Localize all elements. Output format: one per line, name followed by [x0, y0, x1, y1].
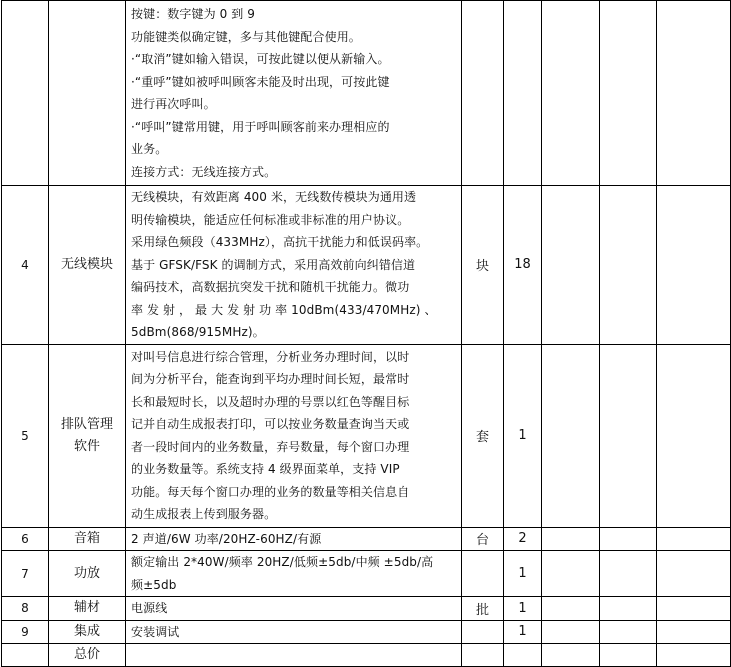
- description-line: 无线模块，有效距离 400 米，无线数传模块为通用透: [131, 190, 417, 204]
- description-cell: [126, 186, 462, 345]
- empty-cell: [542, 186, 600, 345]
- empty-cell: [657, 1, 731, 186]
- row-number-cell: 9: [2, 620, 49, 644]
- table-row: [2, 597, 731, 621]
- empty-cell: [542, 597, 600, 621]
- description-line: 连接方式：无线连接方式。: [131, 164, 277, 179]
- empty-cell: [542, 551, 600, 597]
- description-line: 间为分析平台，能查询到平均办理时间长短，最常时: [131, 372, 410, 386]
- row-number-cell: 4: [2, 186, 49, 345]
- description-line: ·“呼叫”键常用键，用于呼叫顾客前来办理相应的: [131, 119, 390, 134]
- item-name-cell: 辅材: [49, 597, 126, 621]
- description-line: ·“取消”键如输入错误，可按此键以便从新输入。: [131, 52, 390, 66]
- description-line: 频±5db: [131, 577, 177, 592]
- row-number-cell: 6: [2, 527, 49, 551]
- item-name-cell: 集成: [49, 620, 126, 644]
- item-name-cell: 音箱: [49, 527, 126, 551]
- row-number-cell: 5: [2, 344, 49, 527]
- empty-cell: [542, 620, 600, 644]
- unit-cell: [462, 644, 504, 667]
- unit-cell: 台: [462, 527, 504, 551]
- quantity-cell: 1: [504, 597, 542, 621]
- unit-cell: 批: [462, 597, 504, 621]
- item-name-cell: 排队管理软件: [49, 344, 126, 527]
- unit-cell: [462, 551, 504, 597]
- table-row: [2, 620, 731, 644]
- description-cell: [126, 1, 462, 186]
- quantity-cell: [504, 644, 542, 667]
- quantity-cell: 1: [504, 344, 542, 527]
- description-line: 功能键类似确定键，多与其他键配合使用。: [131, 29, 361, 44]
- equipment-table: [1, 0, 731, 667]
- quantity-cell: 2: [504, 527, 542, 551]
- table-row: [2, 1, 731, 186]
- empty-cell: [657, 551, 731, 597]
- empty-cell: [657, 644, 731, 667]
- table-row: [2, 551, 731, 597]
- description-line: 的业务数量等。系统支持 4 级界面菜单，支持 VIP: [131, 462, 400, 476]
- item-name-cell: 无线模块: [49, 186, 126, 345]
- table-row: [2, 344, 731, 527]
- quantity-cell: 1: [504, 551, 542, 597]
- empty-cell: [600, 597, 657, 621]
- description-line: 进行再次呼叫。: [131, 97, 216, 111]
- unit-cell: 套: [462, 344, 504, 527]
- description-line: ·“重呼”键如被呼叫顾客未能及时出现，可按此键: [131, 74, 390, 89]
- description-line: 动生成报表上传到服务器。: [131, 507, 277, 521]
- description-line: 对叫号信息进行综合管理，分析业务办理时间，以时: [131, 349, 410, 364]
- empty-cell: [657, 527, 731, 551]
- empty-cell: [657, 186, 731, 345]
- quantity-cell: [504, 1, 542, 186]
- empty-cell: [657, 344, 731, 527]
- row-number-cell: [2, 644, 49, 667]
- empty-cell: [600, 620, 657, 644]
- empty-cell: [657, 620, 731, 644]
- description-cell: [126, 551, 462, 597]
- quantity-cell: 1: [504, 620, 542, 644]
- description-line: 业务。: [131, 142, 168, 156]
- description-cell: [126, 597, 462, 621]
- table-row: [2, 527, 731, 551]
- unit-cell: [462, 1, 504, 186]
- quantity-cell: 18: [504, 186, 542, 345]
- empty-cell: [600, 527, 657, 551]
- row-number-cell: 7: [2, 551, 49, 597]
- description-line: 5dBm(868/915MHz)。: [131, 325, 265, 339]
- description-cell: [126, 644, 462, 667]
- description-line: 按键：数字键为 0 到 9: [131, 7, 256, 21]
- description-line: 明传输模块，能适应任何标准或非标准的用户协议。: [131, 212, 410, 227]
- description-line: 额定输出 2*40W/频率 20HZ/低频±5db/中频 ±5db/高: [131, 555, 434, 569]
- empty-cell: [542, 344, 600, 527]
- row-number-cell: 8: [2, 597, 49, 621]
- description-line: 记并自动生成报表打印，可以按业务数量查询当天或: [131, 417, 410, 431]
- empty-cell: [542, 1, 600, 186]
- empty-cell: [600, 1, 657, 186]
- empty-cell: [600, 344, 657, 527]
- table-row: [2, 644, 731, 667]
- description-line: 电源线: [131, 601, 168, 615]
- description-line: 率 发 射 ， 最 大 发 射 功 率 10dBm(433/470MHz) 、: [131, 302, 437, 317]
- empty-cell: [600, 551, 657, 597]
- description-cell: [126, 527, 462, 551]
- empty-cell: [657, 597, 731, 621]
- description-line: 编码技术，高数据抗突发干扰和随机干扰能力。微功: [131, 280, 410, 294]
- unit-cell: 块: [462, 186, 504, 345]
- table-body: [2, 1, 731, 667]
- description-line: 基于 GFSK/FSK 的调制方式，采用高效前向纠错信道: [131, 257, 416, 272]
- table-row: [2, 186, 731, 345]
- description-cell: [126, 620, 462, 644]
- description-line: 安装调试: [131, 624, 180, 639]
- description-line: 2 声道/6W 功率/20HZ-60HZ/有源: [131, 531, 322, 546]
- description-line: 者一段时间内的业务数量，弃号数量，每个窗口办理: [131, 439, 410, 454]
- row-number-cell: [2, 1, 49, 186]
- item-name-cell: [49, 1, 126, 186]
- description-line: 采用绿色频段（433MHz），高抗干扰能力和低误码率。: [131, 235, 429, 249]
- unit-cell: [462, 620, 504, 644]
- description-line: 功能。每天每个窗口办理的业务的数量等相关信息自: [131, 484, 410, 499]
- empty-cell: [542, 527, 600, 551]
- description-line: 长和最短时长，以及超时办理的号票以红色等醒目标: [131, 394, 410, 409]
- empty-cell: [600, 644, 657, 667]
- item-name-cell: 功放: [49, 551, 126, 597]
- item-name-cell: 总价: [49, 644, 126, 667]
- empty-cell: [600, 186, 657, 345]
- empty-cell: [542, 644, 600, 667]
- description-cell: [126, 344, 462, 527]
